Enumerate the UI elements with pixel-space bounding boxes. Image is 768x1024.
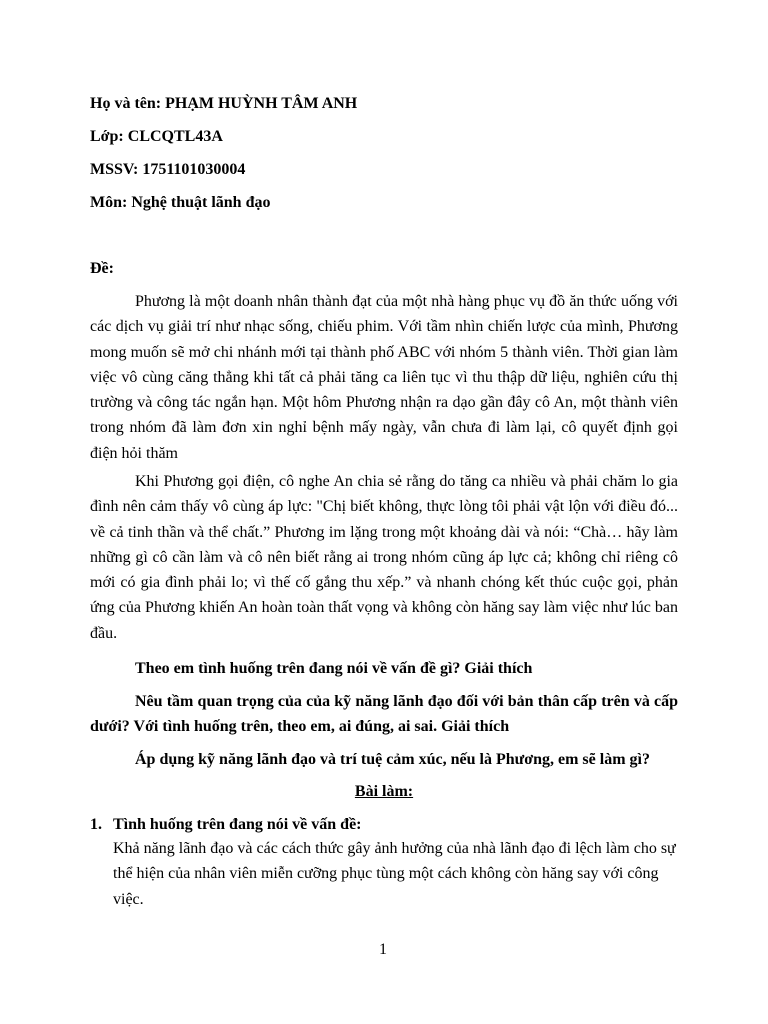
page-number: 1 — [379, 941, 387, 958]
student-id: MSSV: 1751101030004 — [90, 161, 246, 178]
subject: Môn: Nghệ thuật lãnh đạo — [90, 194, 271, 211]
question: Nêu tầm quan trọng của của kỹ năng lãnh đạo đối với bản thân cấp trên và cấp dưới? Với tình huống trên, theo em, ai đúng, ai sai. Giải thích — [90, 693, 678, 735]
paragraph: Khi Phương gọi điện, cô nghe An chia sẻ rằng do tăng ca nhiều và phải chăm lo gia đình nên cảm thấy vô cùng áp lực: "Chị biết không, thực lòng tôi phải vật lộn với điều đó... về cả tinh thần và thể chất.” Phương im lặng trong một khoảng dài và nói: “Chà… hãy làm những gì cô cần làm và cô nên biết rằng ai trong nhóm cũng áp lực cả; không chỉ riêng cô mới có gia đình phải lo; vì thế cố gắng thu xếp.” và nhanh chóng kết thúc cuộc gọi, phản ứng của Phương khiến An hoàn toàn thất vọng và không còn hăng say làm việc như lúc ban đầu. — [90, 473, 678, 642]
answer-title — [90, 782, 678, 802]
student-class: Lớp: CLCQTL43A — [90, 128, 223, 145]
answer-number: 1. — [90, 816, 102, 833]
answer-body: Khả năng lãnh đạo và các cách thức gây ảnh hưởng của nhà lãnh đạo đi lệch làm cho sự thể hiện của nhân viên miễn cưỡng phục tùng một cách không còn hăng say với công việc. — [113, 840, 676, 908]
answer-heading: Tình huống trên đang nói về vấn đề: — [113, 816, 362, 833]
answer-title-text: Bài làm: — [354, 783, 414, 800]
student-name: Họ và tên: PHẠM HUỲNH TÂM ANH — [90, 95, 358, 112]
question: Áp dụng kỹ năng lãnh đạo và trí tuệ cảm xúc, nếu là Phương, em sẽ làm gì? — [135, 751, 650, 768]
paragraph: Phương là một doanh nhân thành đạt của một nhà hàng phục vụ đồ ăn thức uống với các dịch vụ giải trí như nhạc sống, chiếu phim. Với tầm nhìn chiến lược của mình, Phương mong muốn sẽ mở chi nhánh mới tại thành phố ABC với nhóm 5 thành viên. Thời gian làm việc vô cùng căng thẳng khi tất cả phải tăng ca liên tục vì thu thập dữ liệu, nghiên cứu thị trường và công tác ngắn hạn. Một hôm Phương nhận ra dạo gần đây cô An, một thành viên trong nhóm đã làm đơn xin nghỉ bệnh mấy ngày, vẫn chưa đi làm lại, cô quyết định gọi điện hỏi thăm — [90, 293, 678, 462]
question: Theo em tình huống trên đang nói về vấn đề gì? Giải thích — [135, 660, 533, 677]
prompt-label: Đề: — [90, 260, 114, 277]
